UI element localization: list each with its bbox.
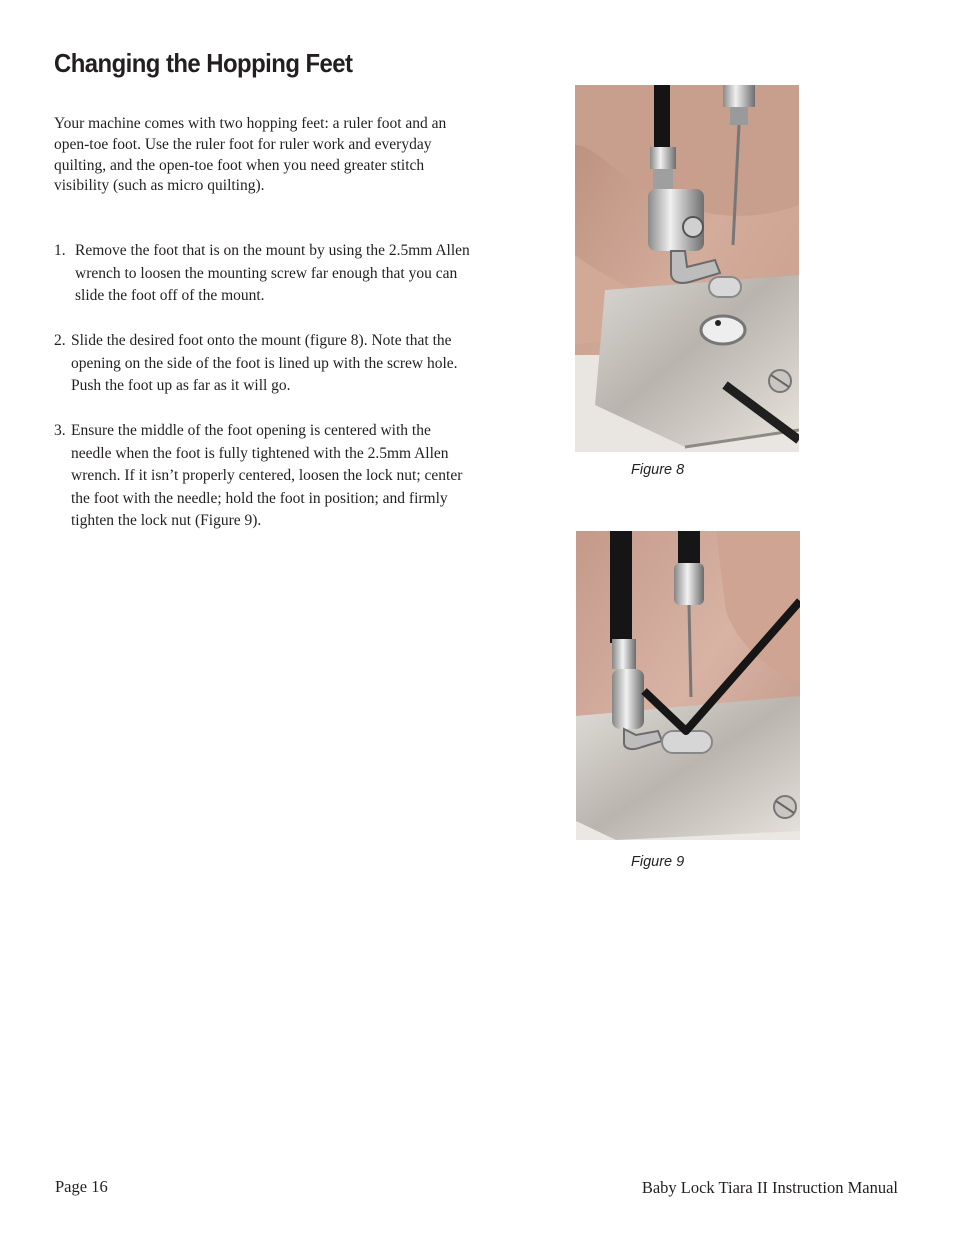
manual-title: Baby Lock Tiara II Instruction Manual <box>641 1178 898 1197</box>
page-title: Changing the Hopping Feet <box>54 48 353 78</box>
figure-8-photo <box>575 85 799 452</box>
figure-8-caption: Figure 8 <box>631 462 685 478</box>
page-number: Page 16 <box>55 1177 108 1196</box>
figure-9-photo <box>576 531 800 840</box>
step-text: Remove the foot that is on the mount by using the 2.5mm Allen wrench to loosen the mounting screw far enough that you can slide the foot off of the mount. <box>75 242 470 304</box>
step-3 <box>54 420 474 533</box>
step-text: Ensure the middle of the foot opening is centered with the needle when the foot is fully tightened with the 2.5mm Allen wrench. If it isn’t properly centered, loosen the lock nut; center the foot with the needle; hold the foot in position; and firmly tighten the lock nut (Figure 9). <box>71 422 463 529</box>
step-number: 1. <box>54 242 66 259</box>
figure-9-caption: Figure 9 <box>631 854 685 870</box>
step-number: 3. <box>54 422 66 439</box>
step-text: Slide the desired foot onto the mount (figure 8). Note that the opening on the side of the foot is lined up with the screw hole. Push the foot up as far as it will go. <box>71 332 458 394</box>
intro-paragraph: Your machine comes with two hopping feet: a ruler foot and an open-toe foot. Use the ruler foot for ruler work and everyday quilting, and the open-toe foot when you need greater stitch visibility (such as micro quilting). <box>54 115 447 195</box>
step-number: 2. <box>54 332 66 349</box>
step-1 <box>54 240 474 308</box>
step-2 <box>54 330 474 398</box>
